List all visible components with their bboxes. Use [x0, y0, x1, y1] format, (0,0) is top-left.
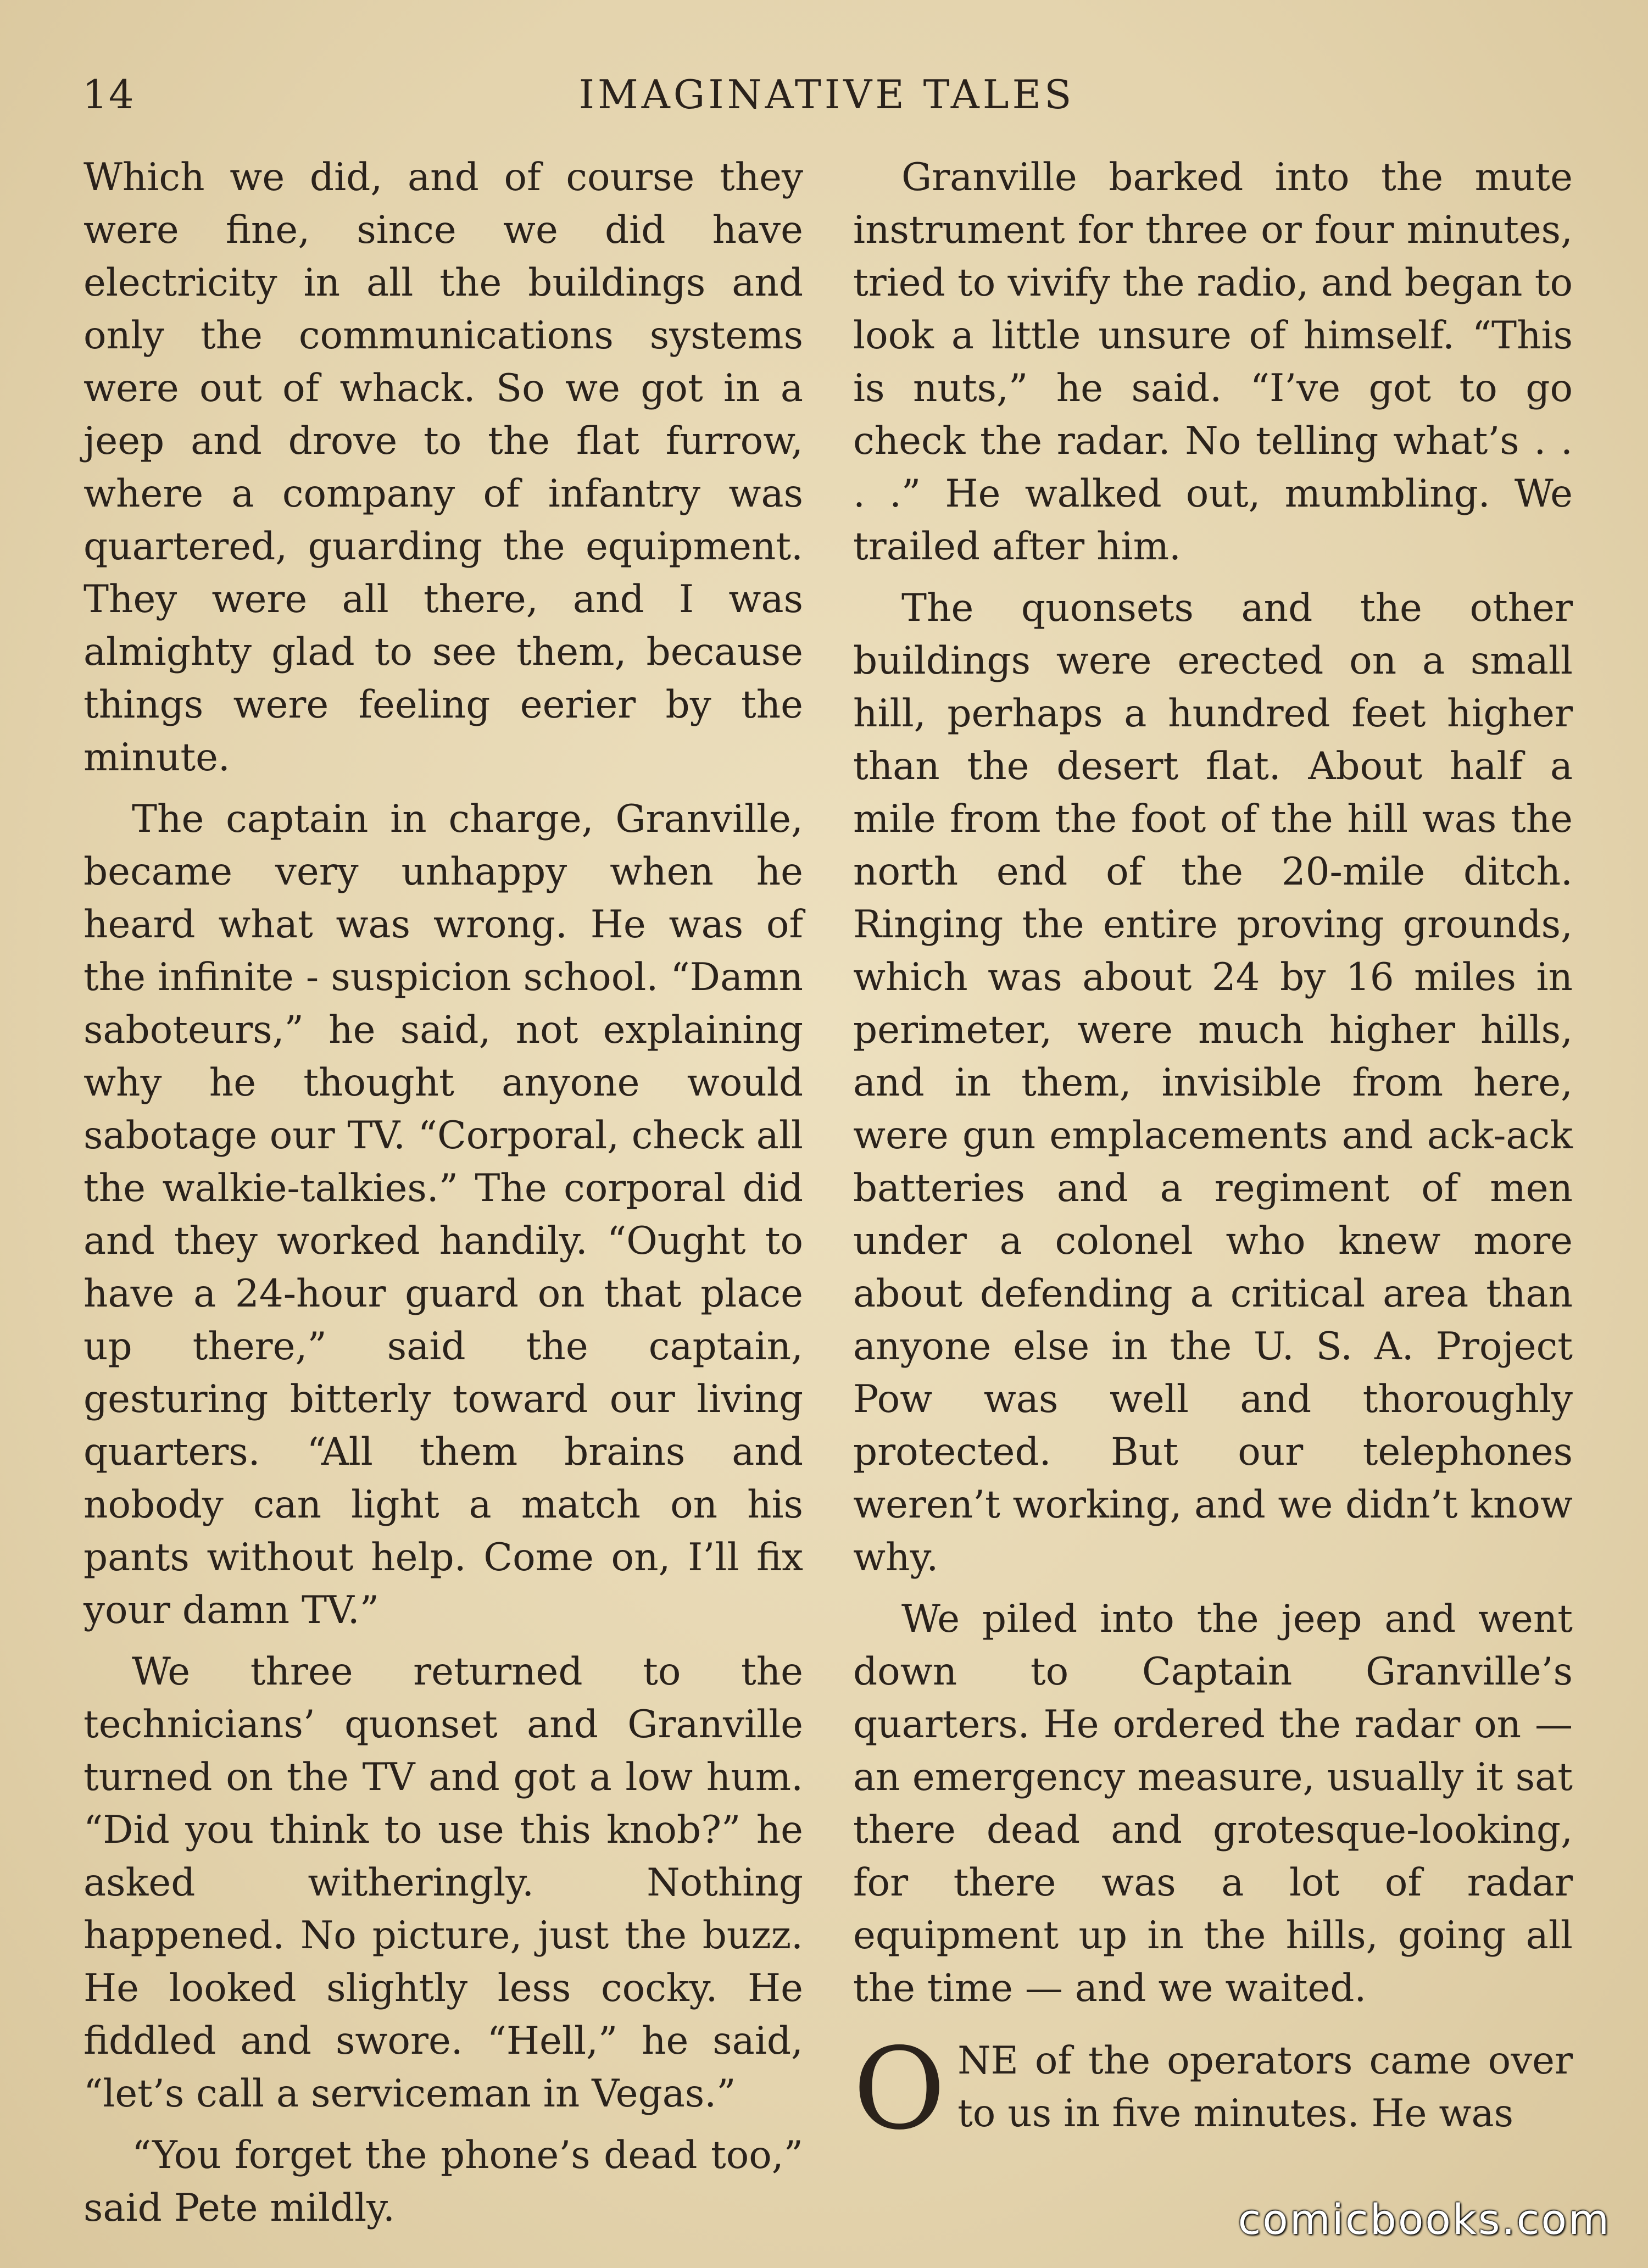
- paragraph: We three returned to the technicians’ quonset and Granville turned on the TV and got a low hum. “Did you think to use this knob?” he asked witheringly. Nothing happened. No picture, just the buzz. He looked slightly less cocky. He fiddled and swore. “Hell,” he said, “let’s call a serviceman in Vegas.”: [83, 1650, 803, 2116]
- section-opening-paragraph: [853, 2024, 1573, 2155]
- left-column: [83, 151, 803, 2243]
- paragraph: We piled into the jeep and went down to Captain Granville’s quarters. He ordered the radar on — an emergency measure, usually it sat there dead and grotesque-looking, for there was a lot of radar equipment up in the hills, going all the time — and we waited.: [853, 1597, 1573, 2010]
- site-watermark: comicbooks.com: [1238, 2195, 1611, 2244]
- page-number: 14: [82, 71, 135, 118]
- section-opening-text: NE of the operators came over to us in five minutes. He was: [957, 2039, 1573, 2136]
- page-header: [82, 71, 1571, 132]
- running-title: IMAGINATIVE TALES: [578, 71, 1075, 118]
- right-column: [853, 151, 1573, 2155]
- paragraph: The captain in charge, Granville, became very unhappy when he heard what was wrong. He was of the infinite - suspicion school. “Damn saboteurs,” he said, not explaining why he thought anyone would sabotage our TV. “Corporal, check all the walkie-talkies.” The corporal did and they worked handily. “Ought to have a 24-hour guard on that place up there,” said the captain, gesturing bitterly toward our living quarters. “All them brains and nobody can light a match on his pants without help. Come on, I’ll fix your damn TV.”: [83, 797, 803, 1632]
- drop-cap: O: [853, 2024, 946, 2155]
- paragraph: Granville barked into the mute instrument for three or four minutes, tried to vivify the radio, and began to look a little unsure of himself. “This is nuts,” he said. “I’ve got to go check the radar. No telling what’s . . . .” He walked out, mumbling. We trailed after him.: [853, 155, 1573, 569]
- paragraph: Which we did, and of course they were fine, since we did have electricity in all the buildings and only the communications systems were out of whack. So we got in a jeep and drove to the flat furrow, where a company of infantry was quartered, guarding the equipment. They were all there, and I was almighty glad to see them, because things were feeling eerier by the minute.: [83, 155, 803, 780]
- paragraph: The quonsets and the other buildings were erected on a small hill, perhaps a hundred feet higher than the desert flat. About half a mile from the foot of the hill was the north end of the 20-mile ditch. Ringing the entire proving grounds, which was about 24 by 16 miles in perimeter, were much higher hills, and in them, invisible from here, were gun emplacements and ack-ack batteries and a regiment of men under a colonel who knew more about defending a critical area than anyone else in the U. S. A. Project Pow was well and thoroughly protected. But our telephones weren’t working, and we didn’t know why.: [853, 586, 1573, 1580]
- paragraph: “You forget the phone’s dead too,” said Pete mildly.: [83, 2133, 803, 2230]
